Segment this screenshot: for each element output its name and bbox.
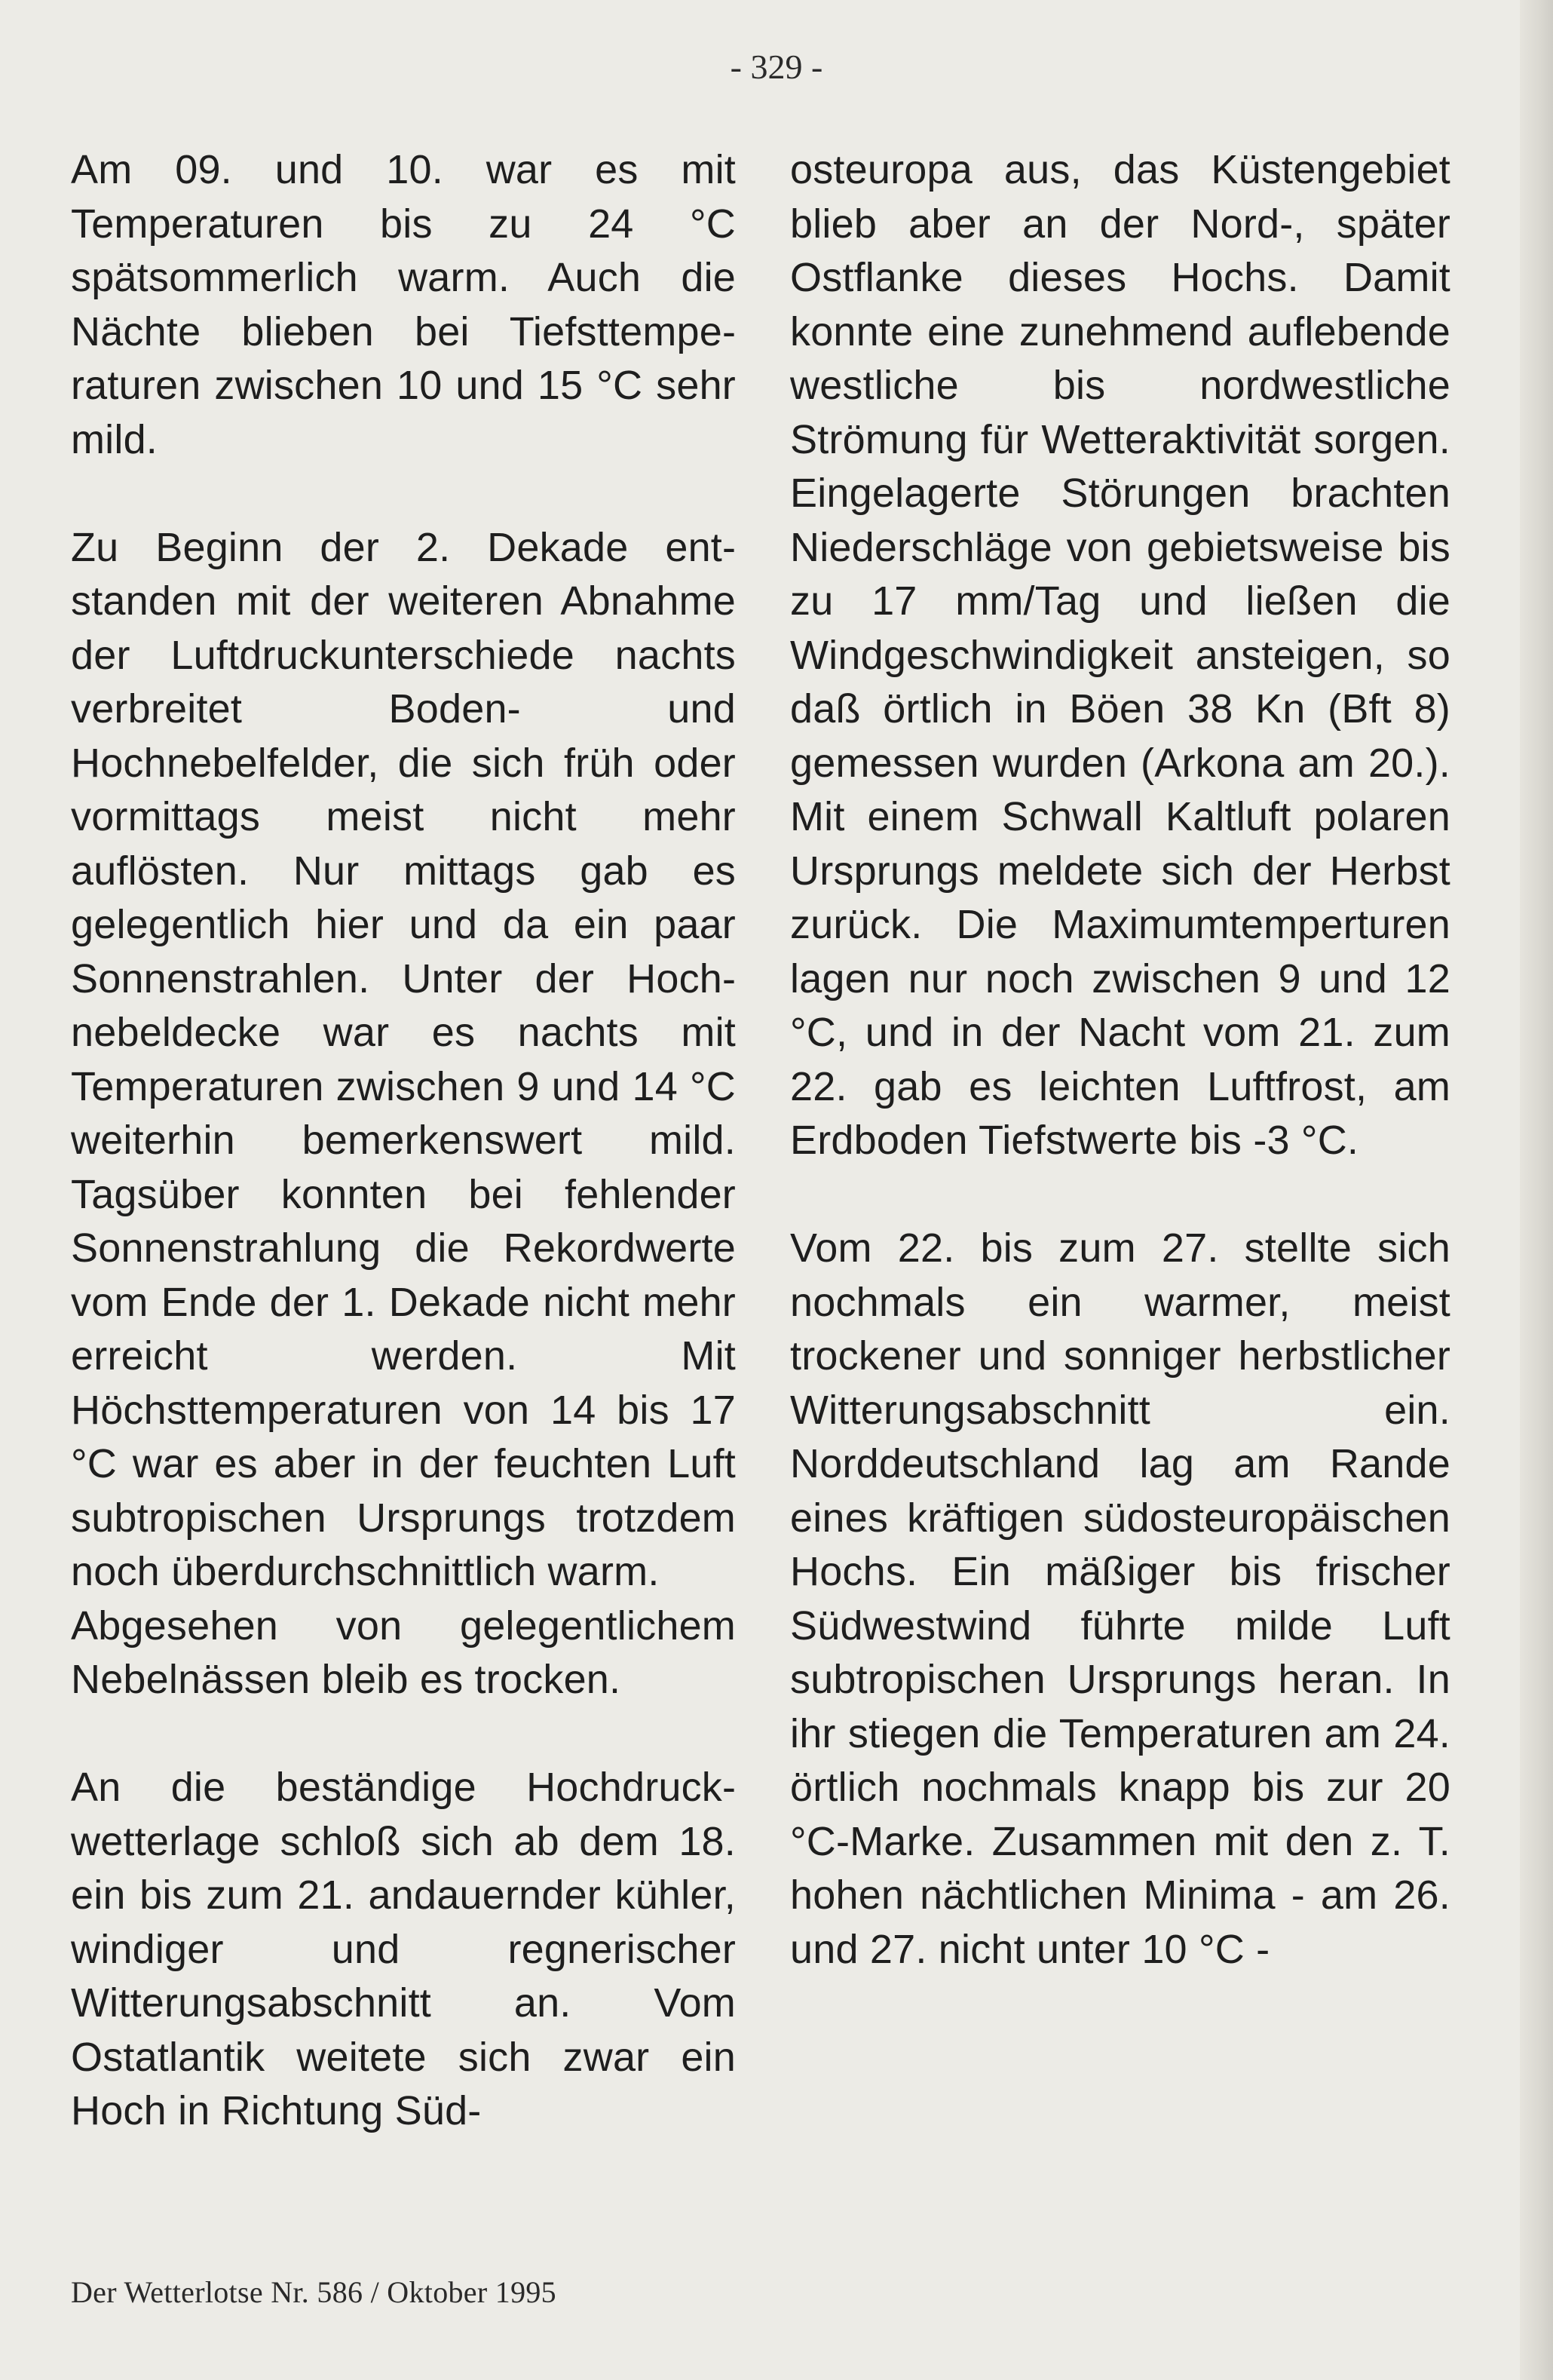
paragraph-warm-days: Am 09. und 10. war es mit Temperaturen bis zu 24 °C spätsommerlich warm. Auch die Nächte blieben bei Tiefsttemperaturen zwischen 10 und 15 °C sehr mild. xyxy=(71,147,736,462)
paragraph-second-decade: Zu Beginn der 2. Dekade entstanden mit der weiteren Abnahme der Luftdruckunterschiede nachts verbreitet Boden- und Hochnebelfelder, die sich früh oder vormittags meist nicht mehr auflösten. Nur mittags gab es gelegentlich hier und da ein paar Sonnenstrahlen. Unter der Hochnebeldecke war es nachts mit Temperaturen zwischen 9 und 14 °C weiterhin bemerkenswert mild. Tagsüber konnten bei fehlender Sonnenstrahlung die Rekordwerte vom Ende der 1. Dekade nicht mehr erreicht werden. Mit Höchsttemperaturen von 14 bis 17 °C war es aber in der feuchten Luft subtropischen Ursprungs trotzdem noch überdurchschnittlich warm. xyxy=(71,524,736,1594)
left-text-column xyxy=(71,143,736,2139)
paragraph-autumn-warm: Vom 22. bis zum 27. stellte sich nochmals ein warmer, meist trockener und sonniger herbstlicher Witterungsabschnitt ein. Norddeutschland lag am Rande eines kräftigen südosteuropäischen Hochs. Ein mäßiger bis frischer Südwestwind führte milde Luft subtropischen Ursprungs heran. In ihr stiegen die Temperaturen am 24. örtlich nochmals knapp bis zur 20 °C-Marke. Zusammen mit den z. T. hohen nächtlichen Minima - am 26. und 27. nicht unter 10 °C - xyxy=(790,1225,1450,1972)
paragraph-dry: Abgesehen von gelegentlichem Nebelnässen bleib es trocken. xyxy=(71,1603,736,1702)
page-binding-edge xyxy=(1520,0,1553,2380)
footer-publication: Der Wetterlotse Nr. 586 / Oktober 1995 xyxy=(71,2275,556,2309)
paragraph-coastal-area: osteuropa aus, das Küstengebiet blieb aber an der Nord-, später Ostflanke dieses Hochs. Damit konnte eine zunehmend auflebende westliche bis nordwestliche Strömung für Wetteraktivität sorgen. Eingelagerte Störungen brachten Niederschläge von gebietsweise bis zu 17 mm/Tag und ließen die Windgeschwindigkeit ansteigen, so daß örtlich in Böen 38 Kn (Bft 8) gemessen wurden (Arkona am 20.). Mit einem Schwall Kaltluft polaren Ursprungs meldete sich der Herbst zurück. Die Maximumtemperturen lagen nur noch zwischen 9 und 12 °C, und in der Nacht vom 21. zum 22. gab es leichten Luftfrost, am Erdboden Tiefstwerte bis -3 °C. xyxy=(790,147,1450,1163)
page-number: - 329 - xyxy=(730,48,823,86)
paragraph-cool-period: An die beständige Hochdruckwetterlage schloß sich ab dem 18. ein bis zum 21. andauernder kühler, windiger und regnerischer Witterungsabschnitt an. Vom Ostatlantik weitete sich zwar ein Hoch in Richtung Süd- xyxy=(71,1765,736,2133)
right-text-column xyxy=(790,143,1450,1977)
